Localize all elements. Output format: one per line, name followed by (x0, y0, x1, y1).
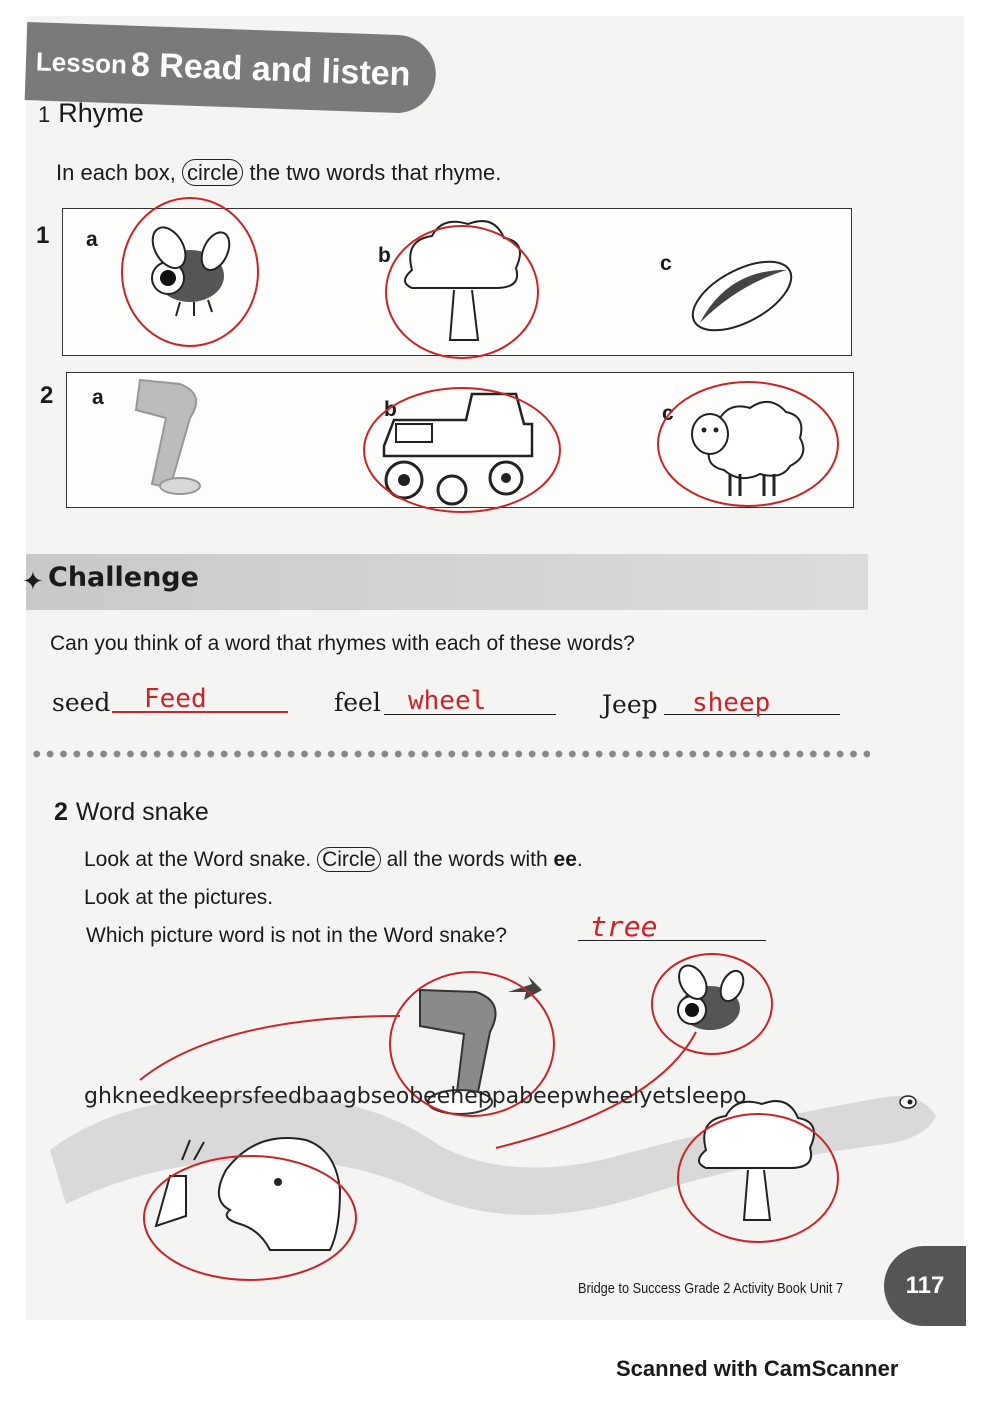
ws-line1-post: all the words with (386, 848, 548, 871)
horse-icon (156, 1138, 340, 1250)
challenge-title: Challenge (48, 562, 199, 593)
ws-line1-pre: Look at the Word snake. (84, 848, 312, 871)
row1-letter-a: a (86, 228, 98, 251)
challenge-answer-3[interactable]: sheep (692, 688, 771, 718)
rhyme-title: Rhyme (58, 98, 144, 128)
instr-pre: In each box, (56, 160, 176, 185)
word-snake-number: 2 (54, 798, 68, 826)
scanner-watermark: Scanned with CamScanner (616, 1356, 899, 1381)
word-snake-text: ghkneedkeeprsfeedbaagbseobeeheppabeepwheelyetsleepo (84, 1084, 747, 1109)
row2-letter-c: c (662, 402, 674, 425)
challenge-answer-2[interactable]: wheel (408, 686, 487, 716)
lesson-label: Lesson (35, 45, 128, 80)
seed-icon (682, 248, 802, 345)
footer-text: Bridge to Success Grade 2 Activity Book Unit 7 (578, 1280, 844, 1297)
row-number-1: 1 (36, 222, 50, 249)
row-number-2: 2 (40, 382, 54, 409)
ws-answer[interactable]: tree (590, 910, 658, 943)
ws-ee: ee (553, 848, 577, 871)
jeep-icon (384, 394, 532, 504)
ws-line1-end: . (576, 848, 583, 871)
red-link-1 (140, 1016, 400, 1080)
row1-letter-b: b (378, 244, 391, 267)
ws-circle-word: Circle (317, 847, 381, 872)
row2-letter-a: a (92, 386, 104, 409)
tree-icon-snake (699, 1101, 814, 1220)
bee-icon (146, 222, 235, 316)
word-snake-line-2: Look at the pictures. (84, 886, 274, 909)
star-icon: ✦ (22, 566, 44, 596)
row2-letter-b: b (384, 398, 397, 421)
challenge-question: Can you think of a word that rhymes with each of these words? (50, 632, 635, 655)
instr-post: the two words that rhyme. (249, 160, 502, 185)
knee-icon-row2 (136, 380, 200, 494)
row1-letter-c: c (660, 252, 672, 275)
challenge-word-2: feel (334, 688, 381, 717)
sheep-icon (692, 402, 803, 496)
word-snake-title: Word snake (75, 798, 209, 826)
challenge-word-1: seed (52, 688, 111, 717)
challenge-answer-1[interactable]: Feed (144, 684, 207, 714)
instr-circle-word: circle (182, 159, 243, 186)
page-number: 117 (884, 1246, 966, 1326)
tree-icon (405, 221, 520, 340)
word-snake-line-3: Which picture word is not in the Word snake? (86, 924, 507, 947)
rhyme-number: 1 (38, 102, 51, 127)
challenge-word-3: Jeep (602, 690, 658, 719)
bee-icon-snake (673, 961, 747, 1030)
lesson-title: 8 Read and listen (130, 45, 412, 93)
